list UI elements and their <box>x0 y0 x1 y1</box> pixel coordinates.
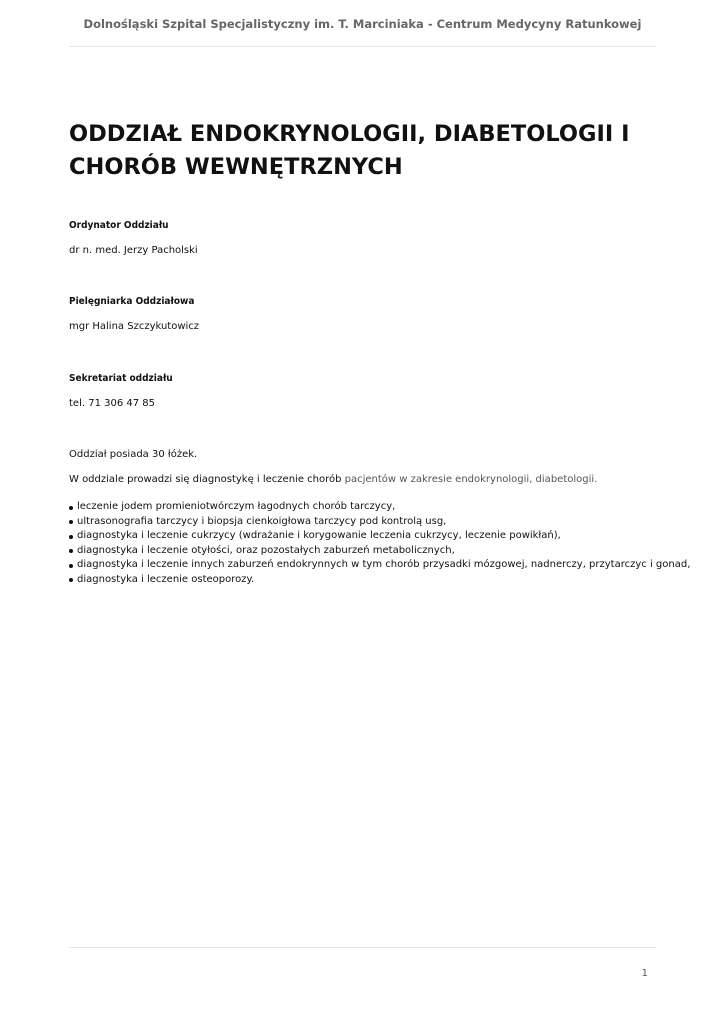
title-line-2: CHORÓB WEWNĘTRZNYCH <box>69 154 403 180</box>
page-header <box>0 17 725 31</box>
contact-label: Pielęgniarka Oddziałowa <box>69 296 195 307</box>
beds-text: Oddział posiada 30 łóżek. <box>69 449 198 460</box>
list-item-text: diagnostyka i leczenie cukrzycy (wdrażanie i korygowanie leczenia cukrzycy, leczenie powikłań), <box>77 530 561 541</box>
list-item <box>69 558 691 573</box>
contact-head-nurse <box>69 295 656 334</box>
contact-value: mgr Halina Szczykutowicz <box>69 321 200 332</box>
intro-text: W oddziale prowadzi się diagnostykę i leczenie chorób <box>69 474 345 485</box>
bullet-icon <box>69 549 73 553</box>
list-item-text: diagnostyka i leczenie innych zaburzeń endokrynnych w tym chorób przysadki mózgowej, nadnerczy, przytarczyc i gonad, <box>77 559 691 570</box>
list-item-text: ultrasonografia tarczycy i biopsja cienkoigłowa tarczycy pod kontrolą usg, <box>77 515 447 527</box>
header-divider <box>69 46 656 47</box>
contact-value: tel. 71 306 47 85 <box>69 398 156 409</box>
contact-value: dr n. med. Jerzy Pacholski <box>69 245 198 256</box>
title-line-1: ODDZIAŁ ENDOKRYNOLOGII, DIABETOLOGII I <box>69 121 630 147</box>
intro-highlight: pacjentów w zakresie endokrynologii, diabetologii. <box>344 474 598 485</box>
bullet-icon <box>69 520 73 524</box>
footer-divider <box>69 947 656 948</box>
beds-paragraph <box>69 448 656 462</box>
document-title-block <box>69 118 656 184</box>
bullet-icon <box>69 564 73 568</box>
services-list <box>69 500 691 587</box>
contact-label: Ordynator Oddziału <box>69 220 169 231</box>
list-item-text: leczenie jodem promieniotwórczym łagodnych chorób tarczycy, <box>77 501 396 512</box>
bullet-icon <box>69 578 73 582</box>
contact-ordinator <box>69 219 656 258</box>
page-number: 1 <box>641 968 648 979</box>
list-item-text: diagnostyka i leczenie otyłości, oraz pozostałych zaburzeń metabolicznych, <box>77 544 455 556</box>
list-item <box>69 573 669 588</box>
bullet-icon <box>69 506 73 510</box>
intro-paragraph <box>69 473 656 487</box>
list-item <box>69 500 669 515</box>
page-title <box>69 118 656 184</box>
contact-label: Sekretariat oddziału <box>69 373 173 384</box>
list-item <box>69 515 669 530</box>
bullet-icon <box>69 535 73 539</box>
contact-secretariat <box>69 372 656 411</box>
list-item-text: diagnostyka i leczenie osteoporozy. <box>77 573 255 585</box>
institution-name: Dolnośląski Szpital Specjalistyczny im. T. Marciniaka - Centrum Medycyny Ratunkowej <box>83 17 642 31</box>
list-item <box>69 529 669 544</box>
list-item <box>69 544 669 559</box>
